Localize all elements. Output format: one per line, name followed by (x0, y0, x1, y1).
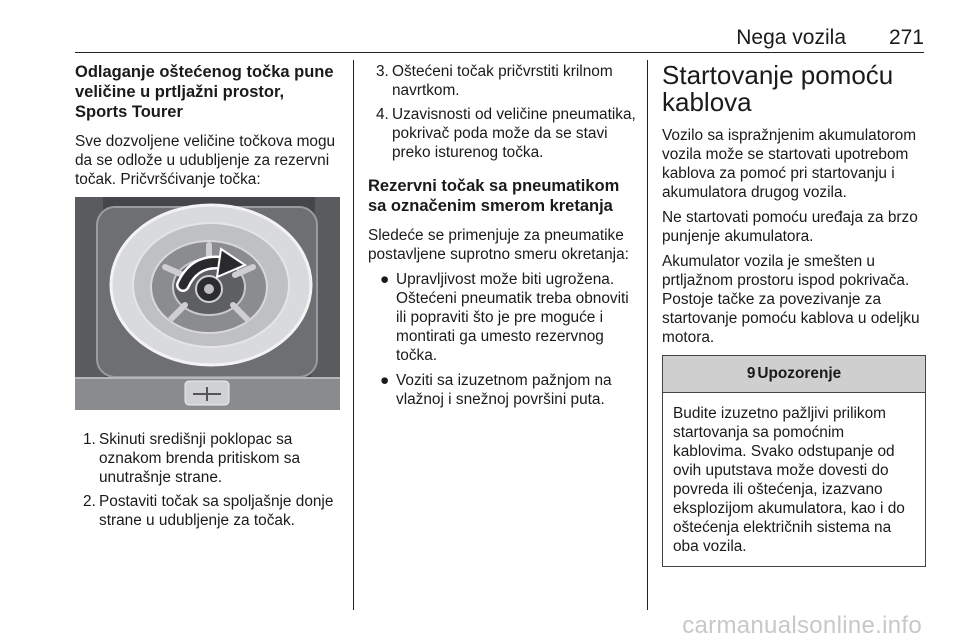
step-text: Postaviti točak sa spoljašnje donje strane u udubljenje za točak. (99, 493, 334, 529)
bullet-text: Upravljivost može biti ugrožena. Oštećeni pneumatik treba obnoviti ili popraviti što je pre moguće i montirati ga umesto rezervnog točka. (396, 271, 629, 364)
header-title: Nega vozila (736, 26, 846, 49)
directional-tyre-intro: Sledeće se primenjuje za pneumatike postavljene suprotno smeru okretanja: (368, 227, 629, 263)
step-text: Skinuti središnji poklopac sa oznakom brenda pritiskom sa unutrašnje strane. (99, 431, 301, 486)
storage-steps-list-2 (368, 62, 636, 162)
list-item (75, 430, 340, 487)
warning-text: Budite izuzetno pažljivi prilikom startovanja sa pomoćnim kablovima. Svako odstupanje od ovih uputstava može dovesti do povreda ili oštećenja, izazvano eksplozijom akumulatora, kao i do oštećenja električnih sistema na oba vozila. (673, 405, 905, 555)
list-item (368, 62, 636, 100)
bullet-text: Voziti sa izuzetnom pažnjom na vlažnoj i snežnoj površini puta. (396, 372, 612, 408)
storage-intro: Sve dozvoljene veličine točkova mogu da se odlože u udubljenje za rezervni točak. Pričvršćivanje točka: (75, 133, 336, 188)
jump-start-paragraph-2: Ne startovati pomoću uređaja za brzo punjenje akumulatora. (662, 209, 918, 245)
list-item (368, 371, 636, 409)
warning-box (662, 355, 926, 567)
column-divider-2 (647, 60, 648, 610)
section-heading-jump-start: Startovanje pomoću kablova (662, 60, 894, 117)
directional-tyre-bullets (368, 270, 636, 409)
warning-header (663, 356, 925, 393)
storage-steps-list-1 (75, 430, 340, 530)
bullet-icon: ● (380, 271, 390, 288)
section-heading-directional-tyre: Rezervni točak sa pneumatikom sa označenim smerom kretanja (368, 177, 620, 215)
step-number: 2. (83, 493, 96, 510)
warning-body (663, 393, 925, 566)
warning-icon: 9 (746, 365, 756, 382)
list-item (75, 492, 340, 530)
step-number: 1. (83, 431, 96, 448)
step-text: Oštećeni točak pričvrstiti krilnom navrtkom. (392, 63, 613, 99)
list-item (368, 105, 636, 162)
bullet-icon: ● (380, 372, 390, 389)
step-number: 3. (376, 63, 389, 80)
column-3 (662, 62, 926, 567)
step-text: Uzavisnosti od veličine pneumatika, pokrivač poda može da se stavi preko isturenog točka. (392, 106, 636, 161)
header-rule (75, 52, 924, 53)
watermark: carmanualsonline.info (682, 612, 922, 639)
column-1 (75, 62, 340, 535)
jump-start-paragraph-3: Akumulator vozila je smešten u prtljažnom prostoru ispod pokrivača. Postoje tačke za povezivanje za startovanje pomoću kablova u odeljku motora. (662, 253, 920, 346)
section-heading-storage: Odlaganje oštećenog točka pune veličine u prtljažni prostor, Sports Tourer (75, 63, 334, 121)
spare-wheel-drawing (75, 197, 340, 410)
warning-title: Upozorenje (757, 365, 842, 382)
spare-wheel-illustration (75, 197, 340, 410)
column-divider-1 (353, 60, 354, 610)
list-item (368, 270, 636, 365)
column-2 (368, 62, 636, 415)
step-number: 4. (376, 106, 389, 123)
jump-start-paragraph-1: Vozilo sa ispražnjenim akumulatorom vozila može se startovati upotrebom kablova za pomoć pri startovanju i akumulatora drugog vozila. (662, 127, 917, 201)
page-number: 271 (888, 26, 924, 49)
page-header (0, 26, 924, 54)
